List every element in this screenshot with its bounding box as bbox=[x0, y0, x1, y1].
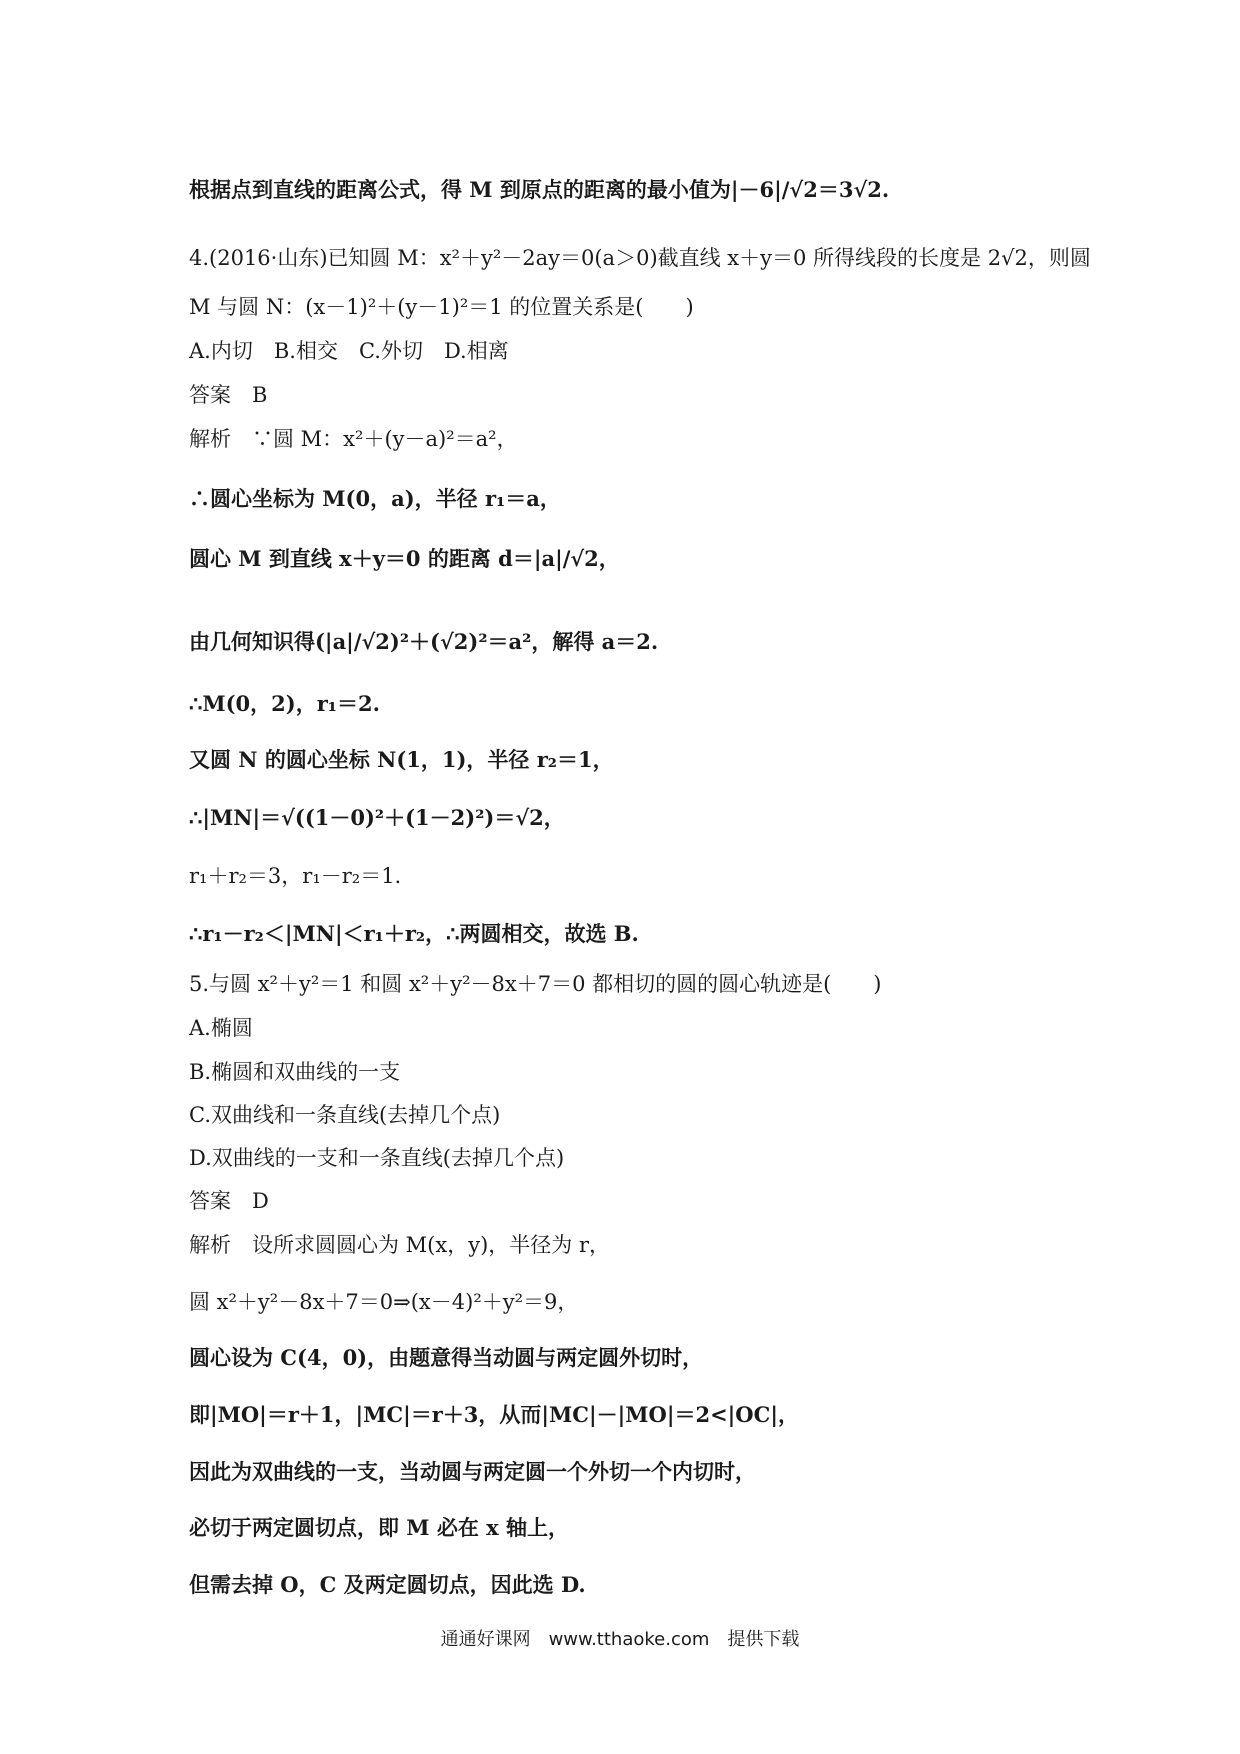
text-line: 根据点到直线的距离公式，得 M 到原点的距离的最小值为|－6|/√2＝3√2. bbox=[189, 177, 890, 202]
analysis-4-line-9: ∴r₁－r₂＜|MN|＜r₁＋r₂，∴两圆相交，故选 B. bbox=[189, 921, 639, 946]
question-4-stem-line-1: 4.(2016·山东)已知圆 M：x²＋y²－2ay＝0(a＞0)截直线 x＋y＝0 所得线段的长度是 2√2，则圆 bbox=[189, 246, 1091, 270]
analysis-4-line-3: 圆心 M 到直线 x＋y＝0 的距离 d＝|a|/√2， bbox=[189, 546, 620, 571]
page-footer: 通通好课网 www.tthaoke.com 提供下载 bbox=[440, 1629, 800, 1650]
analysis-5-line-3: 圆心设为 C(4，0)，由题意得当动圆与两定圆外切时， bbox=[189, 1345, 704, 1370]
analysis-5-line-2: 圆 x²＋y²－8x＋7＝0⇒(x－4)²＋y²＝9， bbox=[189, 1290, 579, 1314]
answer-5: 答案 D bbox=[189, 1189, 269, 1213]
analysis-4-line-2: ∴圆心坐标为 M(0，a)，半径 r₁＝a， bbox=[189, 486, 561, 511]
question-5-stem: 5.与圆 x²＋y²＝1 和圆 x²＋y²－8x＋7＝0 都相切的圆的圆心轨迹是( ) bbox=[189, 972, 882, 996]
analysis-5-line-1: 解析 设所求圆圆心为 M(x，y)，半径为 r， bbox=[189, 1233, 610, 1257]
analysis-5-line-4: 即|MO|＝r＋1，|MC|＝r＋3，从而|MC|－|MO|＝2<|OC|， bbox=[189, 1402, 799, 1427]
analysis-5-line-5: 因此为双曲线的一支，当动圆与两定圆一个外切一个内切时， bbox=[189, 1459, 756, 1484]
question-5-option-c: C.双曲线和一条直线(去掉几个点) bbox=[189, 1103, 501, 1127]
analysis-4-line-8: r₁＋r₂＝3，r₁－r₂＝1. bbox=[189, 864, 402, 888]
analysis-4-line-6: 又圆 N 的圆心坐标 N(1，1)，半径 r₂＝1， bbox=[189, 747, 614, 772]
answer-4: 答案 B bbox=[189, 383, 268, 407]
analysis-5-line-7: 但需去掉 O，C 及两定圆切点，因此选 D. bbox=[189, 1572, 586, 1597]
analysis-4-line-1: 解析 ∵圆 M：x²＋(y－a)²＝a²， bbox=[189, 427, 518, 451]
question-5-option-a: A.椭圆 bbox=[189, 1016, 253, 1040]
analysis-4-line-7: ∴|MN|＝√((1－0)²＋(1－2)²)＝√2， bbox=[189, 805, 565, 830]
question-4-stem-line-2: M 与圆 N：(x－1)²＋(y－1)²＝1 的位置关系是( ) bbox=[189, 295, 694, 319]
analysis-5-line-6: 必切于两定圆切点，即 M 必在 x 轴上， bbox=[189, 1515, 570, 1540]
analysis-4-line-4: 由几何知识得(|a|/√2)²＋(√2)²＝a²，解得 a＝2. bbox=[189, 629, 659, 654]
question-5-option-b: B.椭圆和双曲线的一支 bbox=[189, 1060, 401, 1084]
question-5-option-d: D.双曲线的一支和一条直线(去掉几个点) bbox=[189, 1146, 565, 1170]
question-4-options: A.内切 B.相交 C.外切 D.相离 bbox=[189, 339, 509, 363]
analysis-4-line-5: ∴M(0，2)，r₁＝2. bbox=[189, 691, 380, 716]
